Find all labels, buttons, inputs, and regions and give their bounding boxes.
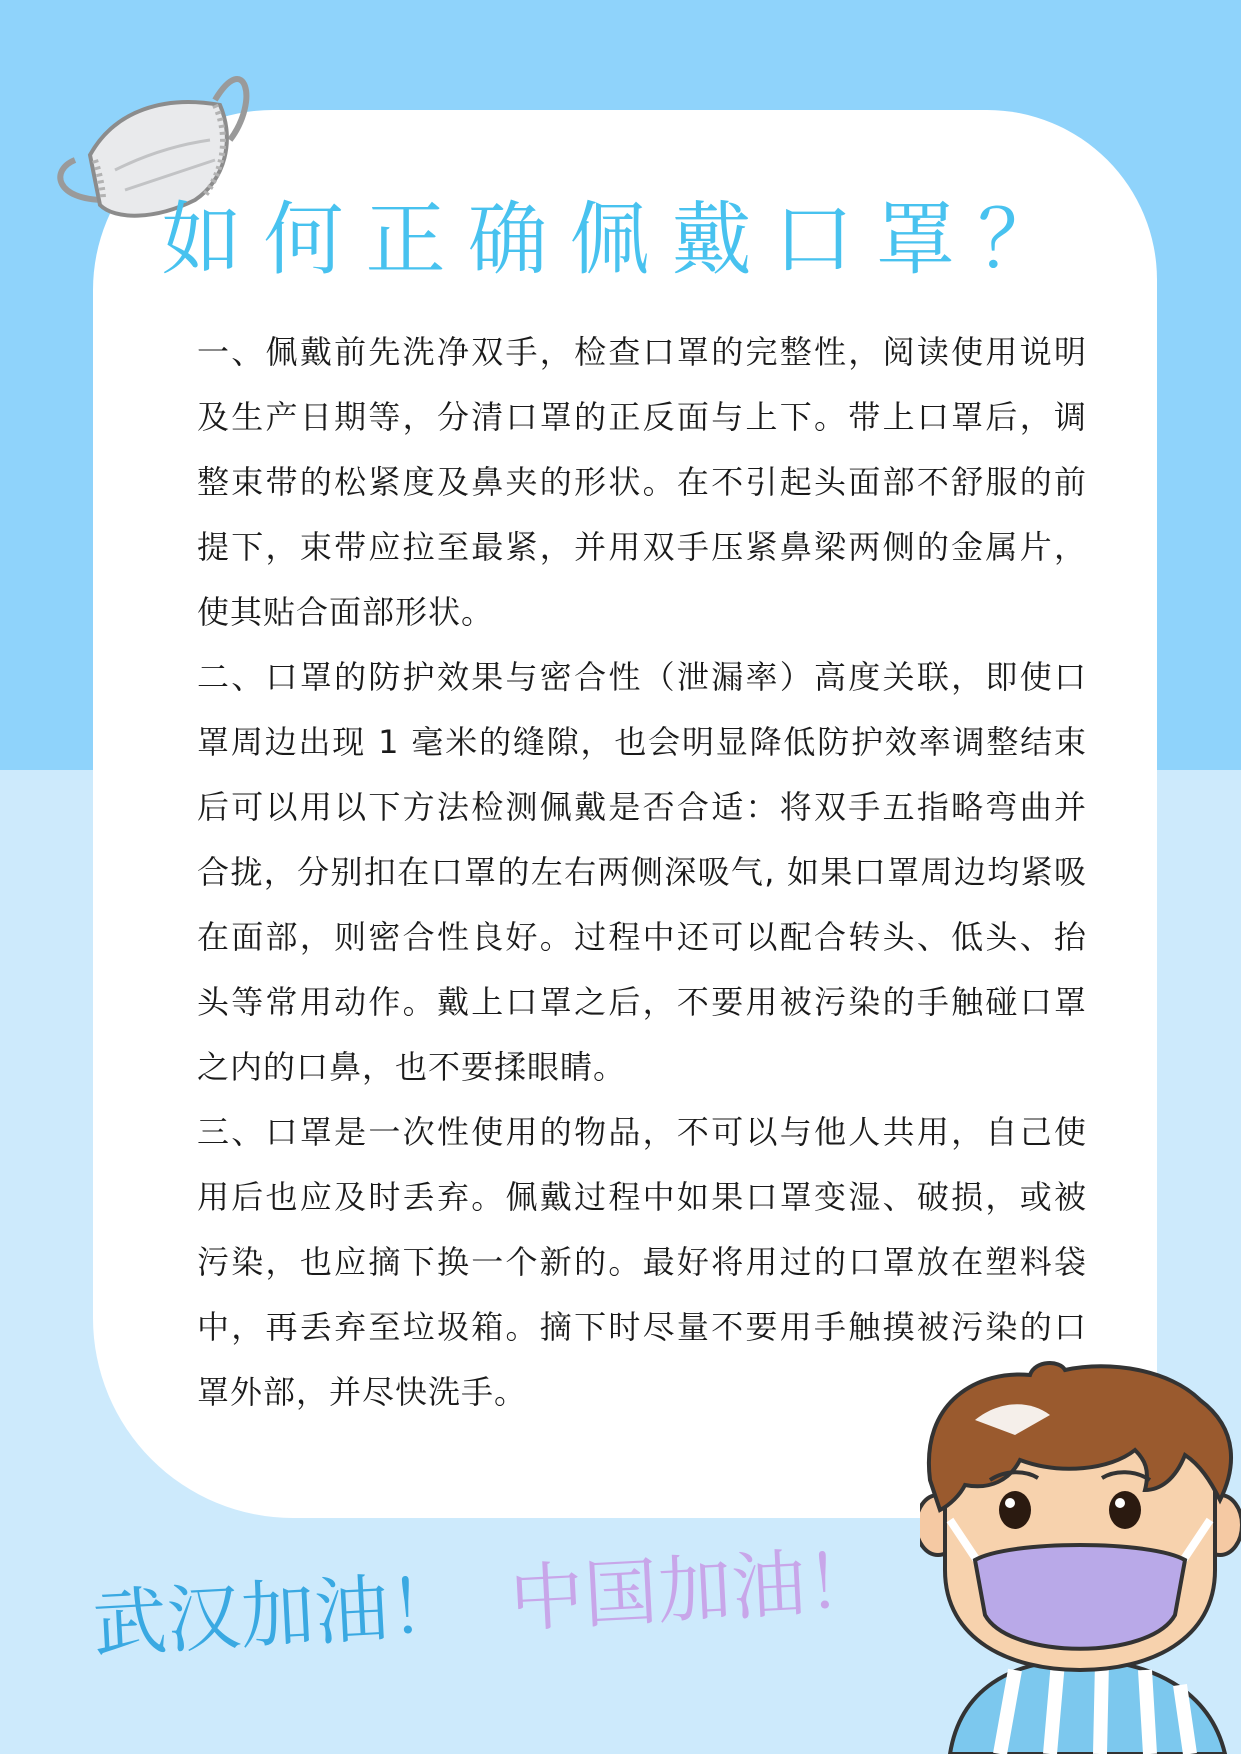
boy-with-mask-icon	[920, 1360, 1241, 1754]
instructions-text	[197, 320, 1087, 1425]
instruction-paragraph-1: 一、佩戴前先洗净双手，检查口罩的完整性，阅读使用说明及生产日期等，分清口罩的正反面与上下。带上口罩后，调整束带的松紧度及鼻夹的形状。在不引起头面部不舒服的前提下，束带应拉至最紧，并用双手压紧鼻梁两侧的金属片，使其贴合面部形状。	[197, 333, 1087, 631]
slogan-wuhan: 武汉加油！	[90, 1562, 465, 1668]
instruction-paragraph-3: 三、口罩是一次性使用的物品，不可以与他人共用，自己使用后也应及时丢弃。佩戴过程中如果口罩变湿、破损，或被污染，也应摘下换一个新的。最好将用过的口罩放在塑料袋中，再丢弃至垃圾箱。摘下时尽量不要用手触摸被污染的口罩外部，并尽快洗手。	[197, 1113, 1087, 1411]
instruction-paragraph-2: 二、口罩的防护效果与密合性（泄漏率）高度关联，即使口罩周边出现 1 毫米的缝隙，也会明显降低防护效率调整结束后可以用以下方法检测佩戴是否合适：将双手五指略弯曲并合拢，分别扣在口罩的左右两侧深吸气, 如果口罩周边均紧吸在面部，则密合性良好。过程中还可以配合转头、低头、抬头等常用动作。戴上口罩之后，不要用被污染的手触碰口罩之内的口鼻，也不要揉眼睛。	[197, 658, 1087, 1086]
slogan-china: 中国加油！	[507, 1537, 882, 1643]
page-title: 如何正确佩戴口罩？	[161, 193, 1080, 286]
